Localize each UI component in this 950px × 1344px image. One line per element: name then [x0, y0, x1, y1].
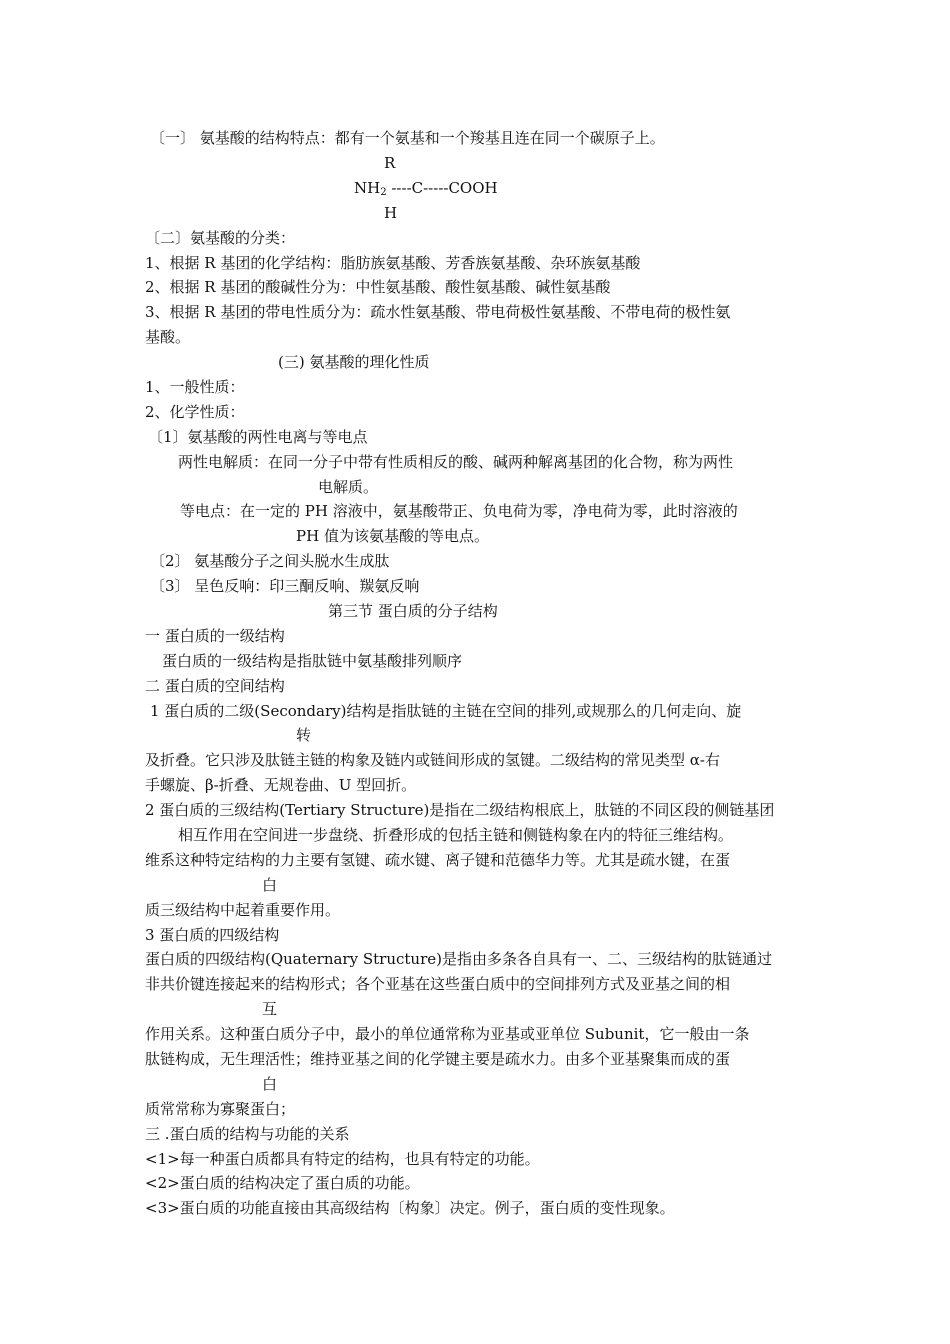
classification-item-3: 3、根据 R 基团的带电性质分为：疏水性氨基酸、带电荷极性氨基酸、不带电荷的极性氨 — [145, 303, 731, 321]
structure-function-point-1: <1>每一种蛋白质都具有特定的结构，也具有特定的功能。 — [145, 1150, 540, 1168]
quaternary-structure-line-3: 作用关系。这种蛋白质分子中，最小的单位通常称为亚基或亚单位 Subunit，它一般由一条 — [145, 1025, 750, 1043]
primary-structure-definition: 蛋白质的一级结构是指肽链中氨基酸排列顺序 — [162, 652, 463, 670]
structure-function-point-2: <2>蛋白质的结构决定了蛋白质的功能。 — [145, 1174, 420, 1192]
amphoteric-definition-cont: 电解质。 — [318, 478, 379, 496]
spatial-structure-heading: 二 蛋白质的空间结构 — [145, 677, 285, 695]
secondary-structure-line-2: 及折叠。它只涉及肽链主链的构象及链内或链间形成的氢键。二级结构的常见类型 α-右 — [145, 751, 720, 769]
secondary-structure-wrap: 转 — [296, 726, 312, 744]
formula-chain: ----C-----COOH — [386, 179, 498, 197]
tertiary-structure-line-3: 维系这种特定结构的力主要有氢键、疏水键、离子键和范德华力等。尤其是疏水键，在蛋 — [145, 851, 731, 869]
isoelectric-definition-cont: PH 值为该氨基酸的等电点。 — [296, 527, 489, 545]
formula-h: H — [384, 204, 398, 222]
formula-r-group: R — [384, 154, 396, 172]
ionization-heading: 〔1〕氨基酸的两性电离与等电点 — [148, 428, 368, 446]
amphoteric-definition: 两性电解质：在同一分子中带有性质相反的酸、碱两种解离基团的化合物，称为两性 — [178, 453, 734, 471]
formula-nh: NH — [354, 179, 381, 197]
isoelectric-definition: 等电点：在一定的 PH 溶液中，氨基酸带正、负电荷为零，净电荷为零，此时溶液的 — [180, 502, 738, 520]
formula-subscript: 2 — [380, 187, 387, 198]
classification-item-2: 2、根据 R 基团的酸碱性分为：中性氨基酸、酸性氨基酸、碱性氨基酸 — [145, 278, 611, 296]
color-reaction: 〔3〕 呈色反响：印三酮反响、羰氨反响 — [150, 577, 420, 595]
tertiary-structure-line-1: 2 蛋白质的三级结构(Tertiary Structure)是指在二级结构根底上，肽链的不同区段的侧链基团 — [145, 801, 775, 819]
secondary-structure-line-1: 1 蛋白质的二级(Secondary)结构是指肽链的主链在空间的排列,或规那么的几何走向、旋 — [150, 702, 742, 720]
chapter-section-title: 第三节 蛋白质的分子结构 — [328, 602, 498, 620]
tertiary-structure-line-2: 相互作用在空间进一步盘绕、折叠形成的包括主链和侧链构象在内的特征三维结构。 — [178, 826, 734, 844]
tertiary-structure-line-4: 质三级结构中起着重要作用。 — [145, 901, 341, 919]
quaternary-structure-wrap-2: 白 — [262, 1075, 278, 1093]
quaternary-structure-line-2: 非共价键连接起来的结构形式；各个亚基在这些蛋白质中的空间排列方式及亚基之间的相 — [145, 975, 731, 993]
quaternary-structure-heading: 3 蛋白质的四级结构 — [145, 926, 280, 944]
section-classification-heading: 〔二〕氨基酸的分类： — [145, 229, 296, 247]
structure-function-heading: 三 .蛋白质的结构与功能的关系 — [145, 1125, 350, 1143]
section-properties-heading: (三) 氨基酸的理化性质 — [278, 353, 430, 371]
secondary-structure-line-3: 手螺旋、β-折叠、无规卷曲、U 型回折。 — [145, 776, 417, 794]
primary-structure-heading: 一 蛋白质的一级结构 — [145, 627, 285, 645]
chemical-properties: 2、化学性质： — [145, 403, 245, 421]
classification-item-1: 1、根据 R 基团的化学结构：脂肪族氨基酸、芳香族氨基酸、杂环族氨基酸 — [145, 254, 641, 272]
structure-function-point-3: <3>蛋白质的功能直接由其高级结构〔构象〕决定。例子，蛋白质的变性现象。 — [145, 1199, 675, 1217]
tertiary-structure-wrap: 白 — [262, 876, 278, 894]
quaternary-structure-wrap-1: 互 — [262, 1000, 278, 1018]
general-properties: 1、一般性质： — [145, 378, 245, 396]
amino-acid-structure-feature: 〔一〕 氨基酸的结构特点：都有一个氨基和一个羧基且连在同一个碳原子上。 — [150, 129, 665, 147]
quaternary-structure-line-5: 质常常称为寡聚蛋白； — [145, 1100, 296, 1118]
quaternary-structure-line-4: 肽链构成，无生理活性；维持亚基之间的化学键主要是疏水力。由多个亚基聚集而成的蛋 — [145, 1050, 731, 1068]
classification-item-3-cont: 基酸。 — [145, 328, 191, 346]
peptide-formation: 〔2〕 氨基酸分子之间头脱水生成肽 — [150, 552, 390, 570]
formula-main-chain — [354, 178, 498, 203]
quaternary-structure-line-1: 蛋白质的四级结构(Quaternary Structure)是指由多条各自具有一、二、三级结构的肽链通过 — [145, 950, 772, 968]
